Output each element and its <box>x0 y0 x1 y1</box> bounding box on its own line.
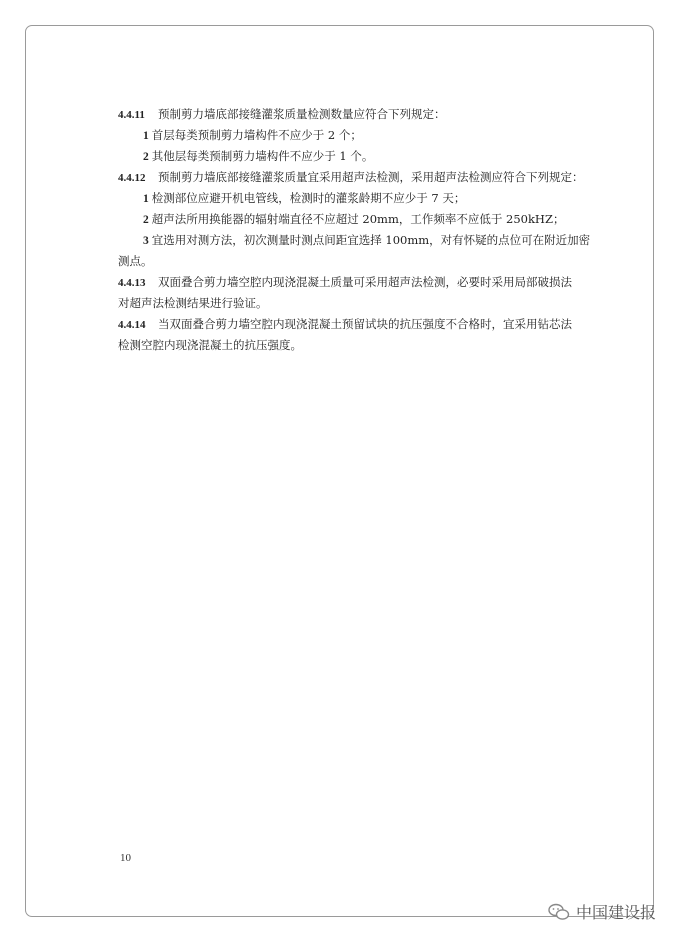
clause-number: 4.4.11 <box>118 109 145 121</box>
clause-item <box>118 230 591 251</box>
item-text: 其他层每类预制剪力墙构件不应少于 1 个。 <box>151 149 374 163</box>
clause-text: 预制剪力墙底部接缝灌浆质量宜采用超声法检测，采用超声法检测应符合下列规定： <box>158 170 584 184</box>
clause-number: 4.4.13 <box>118 277 146 289</box>
item-text: 宜选用对测方法，初次测量时测点间距宜选择 100mm，对有怀疑的点位可在附近加密 <box>151 233 591 247</box>
item-text-continuation: 测点。 <box>118 254 153 268</box>
clause-4-4-14 <box>118 314 572 335</box>
clause-4-4-11 <box>118 104 566 125</box>
item-text: 超声法所用换能器的辐射端直径不应超过 20mm，工作频率不应低于 250kHZ； <box>151 212 565 226</box>
clause-number: 4.4.14 <box>118 319 146 331</box>
clause-4-4-12 <box>118 167 584 188</box>
source-watermark <box>548 900 656 923</box>
clause-text: 预制剪力墙底部接缝灌浆质量检测数量应符合下列规定： <box>158 107 446 121</box>
clause-number: 4.4.12 <box>118 172 146 184</box>
clause-item <box>118 146 566 167</box>
clause-text-continuation: 检测空腔内现浇混凝土的抗压强度。 <box>118 338 302 352</box>
item-number: 1 <box>143 130 149 142</box>
item-number: 2 <box>143 214 149 226</box>
clause-item <box>118 125 566 146</box>
item-text: 检测部位应避开机电管线，检测时的灌浆龄期不应少于 7 天； <box>151 191 466 205</box>
clause-text: 当双面叠合剪力墙空腔内现浇混凝土预留试块的抗压强度不合格时，宜采用钻芯法 <box>158 317 572 331</box>
clause-item <box>118 188 566 209</box>
clause-4-4-13 <box>118 272 572 293</box>
document-body <box>118 104 591 356</box>
wechat-icon <box>548 903 570 921</box>
item-number: 3 <box>143 235 149 247</box>
item-number: 2 <box>143 151 149 163</box>
watermark-text: 中国建设报 <box>576 903 657 922</box>
item-number: 1 <box>143 193 149 205</box>
clause-item <box>118 209 566 230</box>
page-number: 10 <box>120 852 131 864</box>
clause-text-continuation: 对超声法检测结果进行验证。 <box>118 296 268 310</box>
item-text: 首层每类预制剪力墙构件不应少于 2 个； <box>151 128 362 142</box>
clause-text: 双面叠合剪力墙空腔内现浇混凝土质量可采用超声法检测，必要时采用局部破损法 <box>158 275 572 289</box>
